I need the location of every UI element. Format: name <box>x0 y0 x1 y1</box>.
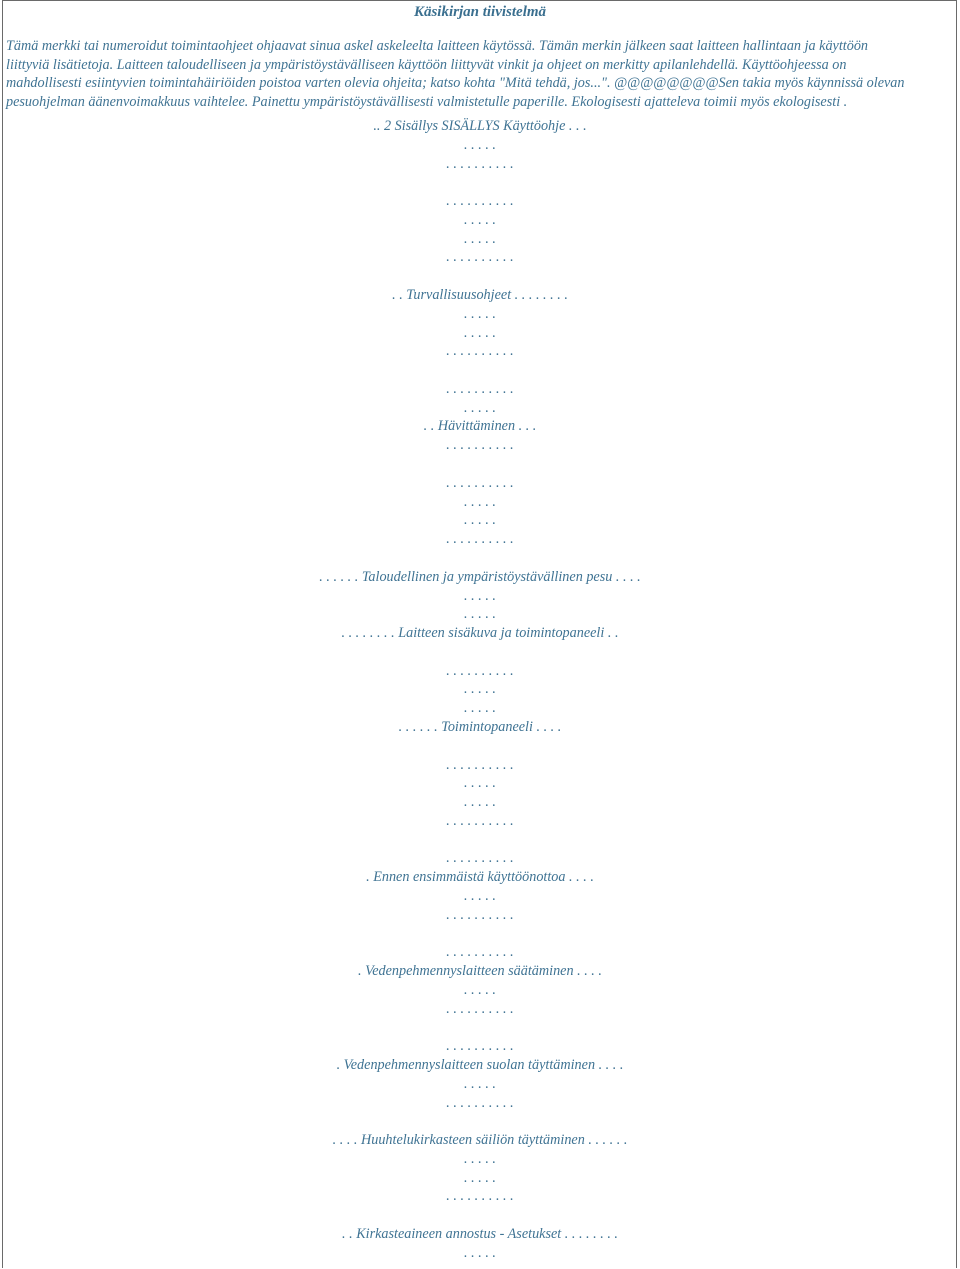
toc-line: . . . . . <box>464 211 496 228</box>
intro-line: Tämä merkki tai numeroidut toimintaohjeet ohjaavat sinua askel askeleelta laitteen käytössä. Tämän merkin jälkeen saat laitteen hallintaan ja käyttöön <box>6 38 869 54</box>
toc-line: . . . . . <box>464 700 496 717</box>
toc-line: . . . . . . . . . . <box>446 193 514 210</box>
toc-line: . . . . . <box>464 794 496 811</box>
toc-line: . . . . . <box>464 981 496 998</box>
toc-line: . . . . . <box>464 324 496 341</box>
toc-line: . . Turvallisuusohjeet . . . . . . . . <box>392 287 568 304</box>
toc-line: . . . . . . Toimintopaneeli . . . . <box>398 718 562 735</box>
toc-line: . . . . . . . . . . <box>446 437 514 454</box>
toc-line: . . . . . <box>464 1169 496 1186</box>
toc-line: . . . . . . . . . . <box>446 1188 514 1205</box>
intro-line: pesuohjelman äänenvoimakkuus vaihtelee. Painettu ympäristöystävällisesti valmistetulle paperille. Ekologisesti ajatteleva toimii myös ekologisesti . <box>6 93 848 110</box>
toc-line: . . . . . . . . . . <box>446 944 514 961</box>
toc-line: . . . . . . . . . . <box>446 1094 514 1111</box>
toc-line: . . . . . . . . . . <box>446 155 514 172</box>
toc-line: . . Hävittäminen . . . <box>423 418 537 435</box>
toc-line: . . . . . . . . . . <box>446 756 514 773</box>
toc-line: . . . . . <box>464 136 496 153</box>
toc-line: . . . . . <box>464 1150 496 1167</box>
toc-line: . . . . . <box>464 1244 496 1261</box>
toc-line: . . . . . <box>464 606 496 623</box>
toc-line: . . . . . <box>464 587 496 604</box>
toc-line: . . . . . <box>464 399 496 416</box>
toc-line: . . . . . . . . . . <box>446 812 514 829</box>
document-title: Käsikirjan tiivistelmä <box>413 4 547 20</box>
toc-line: . . . . . <box>464 681 496 698</box>
toc-line: . . . . . <box>464 775 496 792</box>
toc-line: . . . . . <box>464 512 496 529</box>
toc-line: . Vedenpehmennyslaitteen säätäminen . . . . <box>358 963 602 980</box>
toc-line: . . . . . . . . . . <box>446 249 514 266</box>
toc-line: . Ennen ensimmäistä käyttöönottoa . . . . <box>366 869 594 886</box>
toc-line: . . . . . <box>464 887 496 904</box>
toc-line: . . . . . . Taloudellinen ja ympäristöystävällinen pesu . . . . <box>319 568 641 585</box>
toc-line: .. 2 Sisällys SISÄLLYS Käyttöohje . . . <box>373 118 587 134</box>
toc-line: . Vedenpehmennyslaitteen suolan täyttäminen . . . . <box>336 1057 624 1073</box>
toc-line: . . . . . . . . . . <box>446 1038 514 1055</box>
toc-line: . . . . . . . . . . <box>446 380 514 397</box>
toc-line: . . . . . . . . . . <box>446 906 514 923</box>
toc-line: . . . . Huuhtelukirkasteen säiliön täyttäminen . . . . . . <box>332 1132 628 1149</box>
toc-line: . . . . . . . . . . <box>446 474 514 491</box>
intro-line: mahdollisesti esiintyvien toimintahäiriöiden poistoa varten olevia ohjeita; katso kohta "Mitä tehdä, jos...". @@@@@@@@Sen takia myös käynnissä olevan <box>6 75 905 92</box>
toc-line: . . . . . <box>464 305 496 322</box>
toc-line: . . . . . . . . . . <box>446 531 514 548</box>
toc-line: . . Kirkasteaineen annostus - Asetukset . . . . . . . . <box>342 1226 618 1243</box>
toc-line: . . . . . . . . Laitteen sisäkuva ja toimintopaneeli . . <box>341 625 619 642</box>
toc-line: . . . . . <box>464 493 496 510</box>
toc-line: . . . . . . . . . . <box>446 850 514 867</box>
toc-line: . . . . . . . . . . <box>446 1000 514 1017</box>
intro-paragraph <box>6 37 950 111</box>
toc-line: . . . . . . . . . . <box>446 662 514 679</box>
toc-line: . . . . . <box>464 230 496 247</box>
toc-line: . . . . . . . . . . <box>446 343 514 360</box>
toc-line: . . . . . <box>464 1075 496 1092</box>
intro-line: liittyviä lisätietoja. Laitteen taloudelliseen ja ympäristöystävälliseen käyttöön liittyvät vinkit ja ohjeet on merkitty apilanlehdellä. Käyttöohjeessa on <box>6 56 847 73</box>
